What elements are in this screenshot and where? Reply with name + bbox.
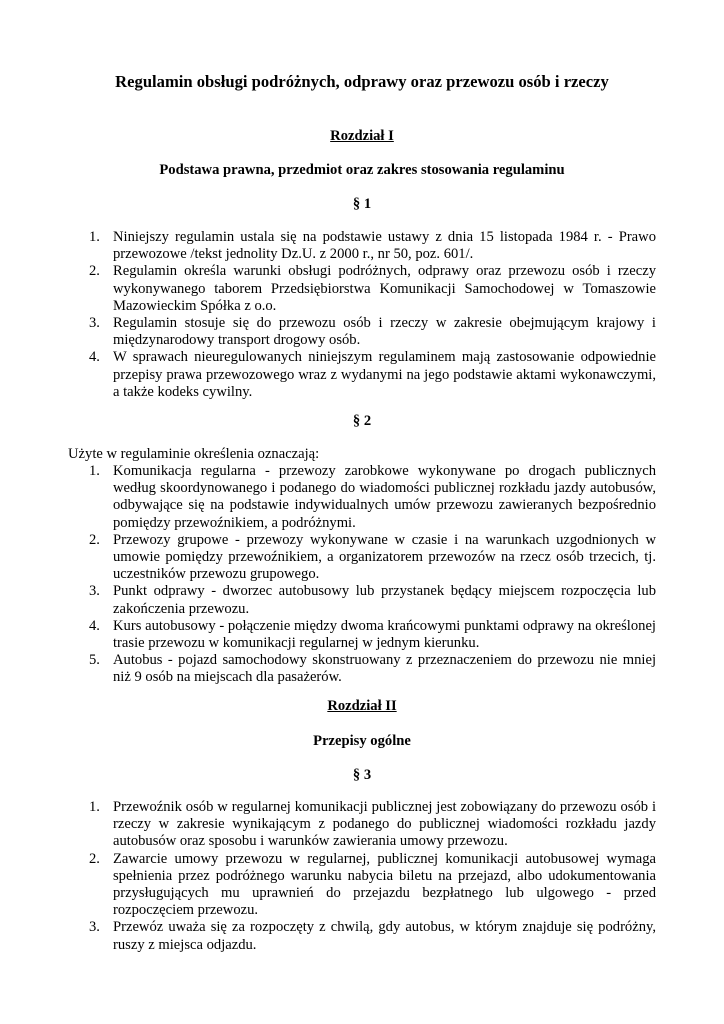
list-item-number: 2. bbox=[89, 850, 100, 867]
list-item-number: 2. bbox=[89, 531, 100, 548]
list-item bbox=[68, 652, 656, 686]
section-2-list bbox=[68, 463, 656, 687]
list-item-text: Kurs autobusowy - połączenie między dwoma krańcowymi punktami odprawy na określonej trasie przewozu w komunikacji regularnej w jednym kierunku. bbox=[113, 617, 656, 652]
list-item bbox=[68, 799, 656, 851]
list-item-number: 2. bbox=[89, 263, 100, 280]
list-item-text: Regulamin określa warunki obsługi podróżnych, odprawy oraz przewozu osób i rzeczy wykonywanego taborem Przedsiębiorstwa Komunikacji Samochodowej w Tomaszowie Mazowieckim Spółka z o.o. bbox=[113, 263, 656, 314]
list-item-number: 1. bbox=[89, 229, 100, 245]
section-3-list bbox=[68, 799, 656, 954]
list-item-number: 1. bbox=[89, 463, 100, 479]
list-item-number: 3. bbox=[89, 583, 100, 600]
list-item bbox=[68, 583, 656, 617]
list-item-number: 5. bbox=[89, 652, 100, 669]
list-item bbox=[68, 229, 656, 263]
list-item-text: Przewóz uważa się za rozpoczęty z chwilą, gdy autobus, w którym znajduje się podróżny, ruszy z miejsca odjazdu. bbox=[113, 919, 656, 953]
list-item bbox=[68, 315, 656, 349]
chapter-1-heading: Rozdział I bbox=[330, 128, 394, 144]
list-item-text: Zawarcie umowy przewozu w regularnej, publicznej komunikacji autobusowej wymaga spełnienia przez podróżnego warunku nabycia biletu na przejazd, albo udokumentowania przysługujących mu uprawnień do przejazdu bezpłatnego lub ulgowego - przed rozpoczęciem przewozu. bbox=[113, 850, 656, 919]
list-item bbox=[68, 463, 656, 532]
chapter-2-heading: Rozdział II bbox=[327, 698, 397, 714]
list-item-text: Komunikacja regularna - przewozy zarobkowe wykonywane po drogach publicznych według skoordynowanego i podanego do wiadomości publicznej rozkładu jazdy autobusów, odbywające się na podstawie indywidualnych umów przewozu zawieranych bezpośrednio pomiędzy przewoźnikiem, a podróżnymi. bbox=[113, 463, 656, 531]
list-item bbox=[68, 851, 656, 920]
section-2-heading: § 2 bbox=[352, 413, 372, 429]
list-item-text: Punkt odprawy - dworzec autobusowy lub przystanek będący miejscem rozpoczęcia lub zakończenia przewozu. bbox=[113, 583, 656, 617]
section-1-list bbox=[68, 229, 656, 401]
chapter-2-subtitle: Przepisy ogólne bbox=[313, 733, 411, 749]
list-item-number: 3. bbox=[89, 919, 100, 936]
list-item-number: 4. bbox=[89, 349, 100, 366]
list-item-number: 3. bbox=[89, 315, 100, 332]
section-1-heading: § 1 bbox=[352, 196, 372, 212]
list-item-text: Regulamin stosuje się do przewozu osób i rzeczy w zakresie obejmującym krajowy i międzynarodowy transport drogowy osób. bbox=[113, 315, 656, 349]
section-3-heading: § 3 bbox=[352, 767, 372, 783]
list-item bbox=[68, 349, 656, 401]
document-title: Regulamin obsługi podróżnych, odprawy oraz przewozu osób i rzeczy bbox=[115, 72, 609, 91]
chapter-1-subtitle: Podstawa prawna, przedmiot oraz zakres stosowania regulaminu bbox=[159, 162, 565, 178]
list-item-text: Niniejszy regulamin ustala się na podstawie ustawy z dnia 15 listopada 1984 r. - Prawo przewozowe /tekst jednolity Dz.U. z 2000 r., nr 50, poz. 601/. bbox=[113, 229, 656, 263]
list-item-text: Przewoźnik osób w regularnej komunikacji publicznej jest zobowiązany do przewozu osób i rzeczy w zakresie wynikającym z podanego do publicznej wiadomości rozkładu jazdy autobusów oraz sposobu i warunków zawierania umowy przewozu. bbox=[113, 799, 656, 850]
section-2-intro: Użyte w regulaminie określenia oznaczają: bbox=[68, 446, 320, 462]
list-item-number: 1. bbox=[89, 799, 100, 815]
list-item-text: W sprawach nieuregulowanych niniejszym regulaminem mają zastosowanie odpowiednie przepisy prawa przewozowego wraz z wydanymi na jego podstawie aktami wykonawczymi, a także kodeks cywilny. bbox=[113, 349, 656, 400]
list-item bbox=[68, 919, 656, 953]
list-item bbox=[68, 532, 656, 584]
list-item-text: Przewozy grupowe - przewozy wykonywane w czasie i na warunkach uzgodnionych w umowie pomiędzy przewoźnikiem, a organizatorem przewozów na rzecz osób trzecich, tj. uczestników przewozu grupowego. bbox=[113, 531, 656, 583]
list-item bbox=[68, 618, 656, 652]
list-item-number: 4. bbox=[89, 617, 100, 634]
list-item-text: Autobus - pojazd samochodowy skonstruowany z przeznaczeniem do przewozu nie mniej niż 9 osób na miejscach dla pasażerów. bbox=[113, 652, 656, 686]
list-item bbox=[68, 263, 656, 315]
